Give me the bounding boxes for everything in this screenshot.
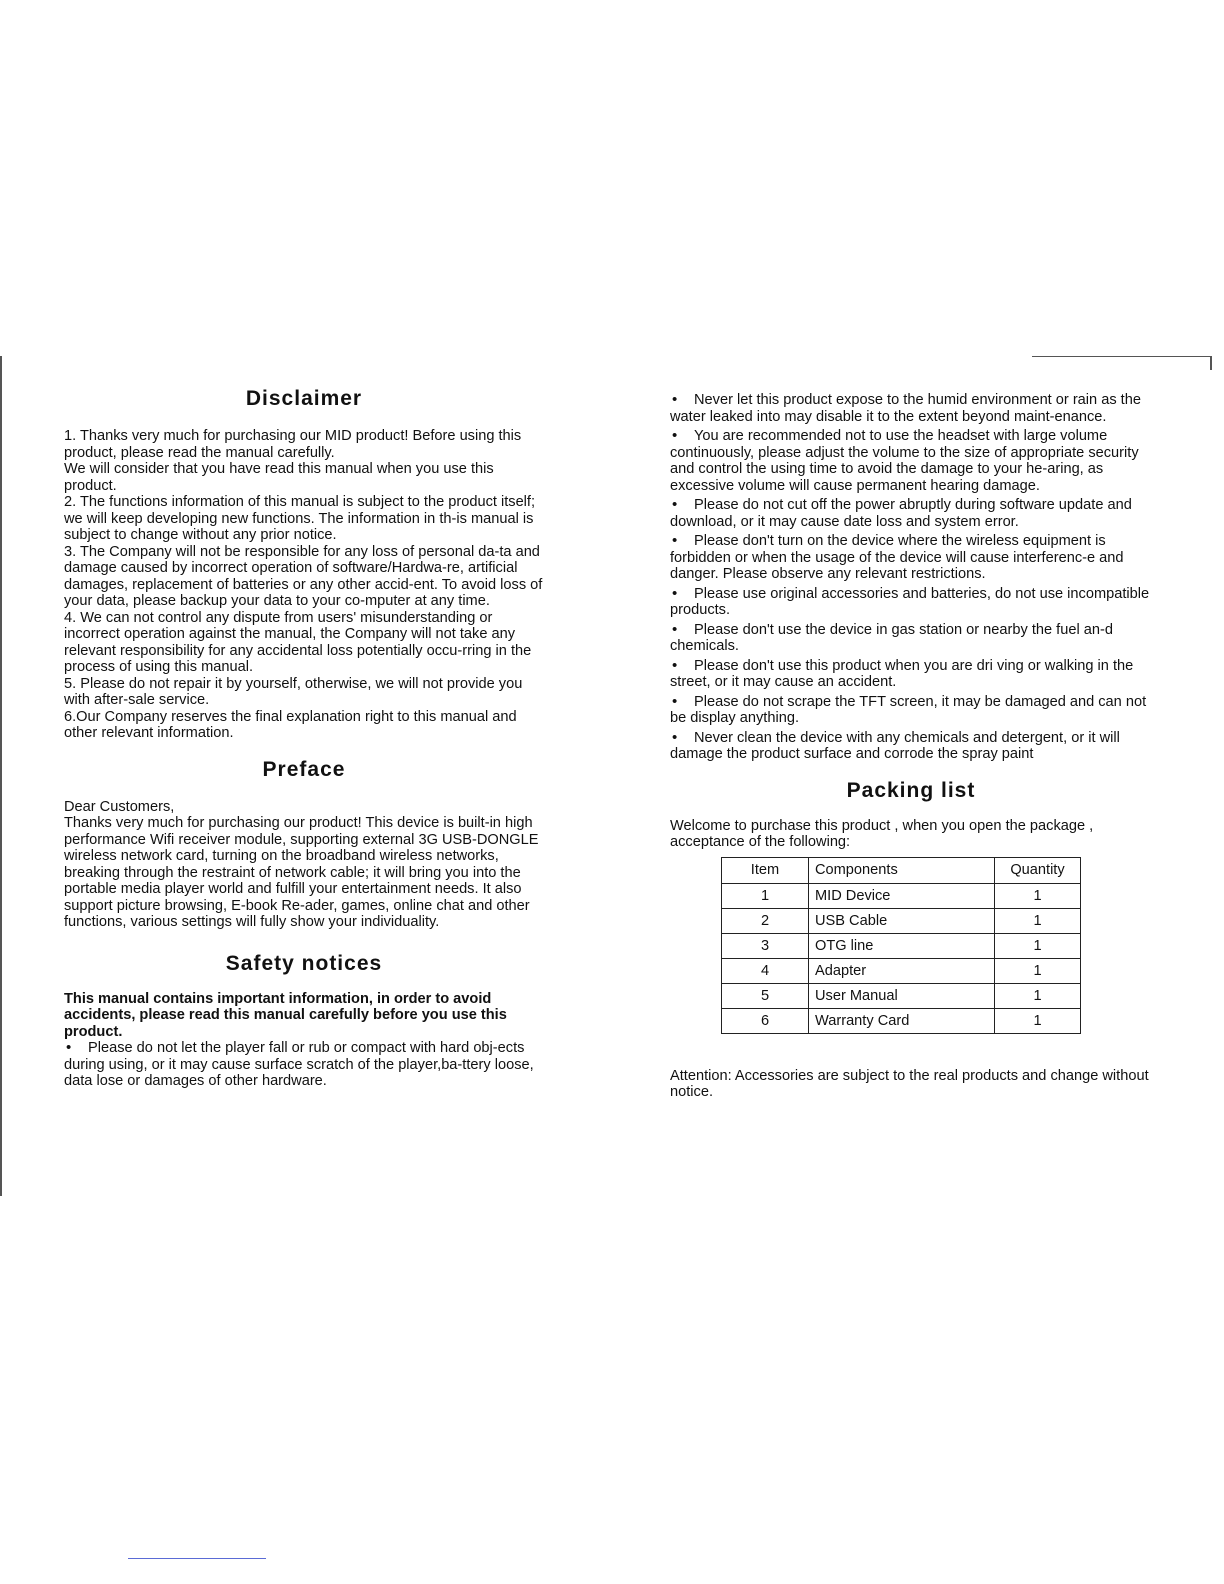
scan-edge-right <box>1210 356 1212 370</box>
safety-bullet: • Please don't use the device in gas station or nearby the fuel an-d chemicals. <box>670 622 1152 655</box>
right-page <box>670 392 1152 1101</box>
preface-paragraph: Thanks very much for purchasing our product! This device is built-in high performance Wifi receiver module, supporting external 3G USB-DONGLE wireless network card, turning on the broadband wireless networks, breaking through the restraint of network cable; it will bring you into the portable media player world and fulfill your entertainment needs. It also support picture browsing, E-book Re-ader, games, online chat and other functions, various settings will fully show your individuality. <box>64 815 539 930</box>
disclaimer-paragraph: 2. The functions information of this manual is subject to the product itself; we will keep developing new functions. The information in th-is manual is subject to change without any prior notice. <box>64 494 536 543</box>
cell-quantity: 1 <box>995 933 1081 958</box>
safety-bullet: • Please do not cut off the power abruptly during software update and download, or it may cause date loss and system error. <box>670 497 1152 530</box>
cell-item: 3 <box>722 933 809 958</box>
cell-component: Adapter <box>809 958 995 983</box>
cell-quantity: 1 <box>995 958 1081 983</box>
column-header-components: Components <box>809 857 995 883</box>
cell-component: OTG line <box>809 933 995 958</box>
safety-bullet: • Please use original accessories and batteries, do not use incompatible products. <box>670 586 1152 619</box>
preface-title: Preface <box>262 757 346 781</box>
cell-item: 5 <box>722 983 809 1008</box>
cell-item: 1 <box>722 883 809 908</box>
disclaimer-paragraph: 4. We can not control any dispute from users' misunderstanding or incorrect operation against the manual, the Company will not take any relevant responsibility for any accidental loss potentially occu-rring in the process of using this manual. <box>64 609 532 675</box>
safety-bullet: • Please don't use this product when you are dri ving or walking in the street, or it may cause an accident. <box>670 658 1152 691</box>
safety-intro: This manual contains important information, in order to avoid accidents, please read this manual carefully before you use this product. <box>64 990 507 1040</box>
packing-intro: Welcome to purchase this product , when you open the package , acceptance of the following: <box>670 817 1094 850</box>
cell-component: User Manual <box>809 983 995 1008</box>
cell-item: 2 <box>722 908 809 933</box>
packing-list-title: Packing list <box>846 778 976 802</box>
safety-body <box>64 991 544 1090</box>
cell-component: MID Device <box>809 883 995 908</box>
safety-bullet: • Please do not let the player fall or rub or compact with hard obj-ects during using, or it may cause surface scratch of the player,ba-ttery loose, data lose or damages of other hardware. <box>64 1040 544 1090</box>
disclaimer-paragraph: 3. The Company will not be responsible for any loss of personal da-ta and damage caused by incorrect operation of software/Hardwa-re, artificial damages, replacement of batteries or any other accid-ent. To avoid loss of your data, please backup your data to your co-mputer at any time. <box>64 543 543 609</box>
disclaimer-paragraph: 6.Our Company reserves the final explanation right to this manual and other relevant information. <box>64 708 517 741</box>
safety-bullet: • Never clean the device with any chemicals and detergent, or it will damage the product surface and corrode the spray paint <box>670 730 1152 763</box>
column-header-item: Item <box>722 857 809 883</box>
cell-quantity: 1 <box>995 1008 1081 1033</box>
safety-bullet: • Please don't turn on the device where the wireless equipment is forbidden or when the usage of the device will cause interferenc-e and danger. Please observe any relevant restrictions. <box>670 533 1152 583</box>
cell-quantity: 1 <box>995 883 1081 908</box>
cell-component: Warranty Card <box>809 1008 995 1033</box>
safety-title: Safety notices <box>225 951 383 975</box>
table-row <box>722 883 1081 908</box>
safety-bullet: • You are recommended not to use the headset with large volume continuously, please adjust the volume to the size of appropriate security and control the using time to avoid the damage to your he-aring, as excessive volume will cause permanent hearing damage. <box>670 428 1152 494</box>
cell-quantity: 1 <box>995 983 1081 1008</box>
packing-table <box>721 857 1081 1034</box>
preface-body <box>64 799 544 931</box>
table-row <box>722 1008 1081 1033</box>
left-page <box>64 384 544 1090</box>
cell-item: 6 <box>722 1008 809 1033</box>
disclaimer-title: Disclaimer <box>245 387 363 410</box>
disclaimer-paragraph: We will consider that you have read this manual when you use this product. <box>64 461 494 494</box>
table-row <box>722 908 1081 933</box>
cell-quantity: 1 <box>995 908 1081 933</box>
disclaimer-paragraph: 1. Thanks very much for purchasing our MID product! Before using this product, please read the manual carefully. <box>64 428 522 461</box>
cell-component: USB Cable <box>809 908 995 933</box>
safety-bullet: • Never let this product expose to the humid environment or rain as the water leaked into may disable it to the extent beyond maint-enance. <box>670 392 1152 425</box>
scan-edge-bottom <box>128 1558 266 1559</box>
preface-greeting: Dear Customers, <box>64 798 175 815</box>
safety-bullets <box>670 392 1152 763</box>
disclaimer-paragraph: 5. Please do not repair it by yourself, otherwise, we will not provide you with after-sale service. <box>64 675 523 708</box>
table-row <box>722 983 1081 1008</box>
scan-edge-top-right <box>1032 356 1212 357</box>
column-header-quantity: Quantity <box>995 857 1081 883</box>
packing-table-header <box>722 857 1081 883</box>
table-row <box>722 958 1081 983</box>
packing-attention: Attention: Accessories are subject to the real products and change without notice. <box>670 1067 1149 1100</box>
cell-item: 4 <box>722 958 809 983</box>
table-row <box>722 933 1081 958</box>
safety-bullet: • Please do not scrape the TFT screen, it may be damaged and can not be display anything. <box>670 694 1152 727</box>
scan-edge-left <box>0 356 2 1196</box>
disclaimer-body <box>64 428 544 742</box>
